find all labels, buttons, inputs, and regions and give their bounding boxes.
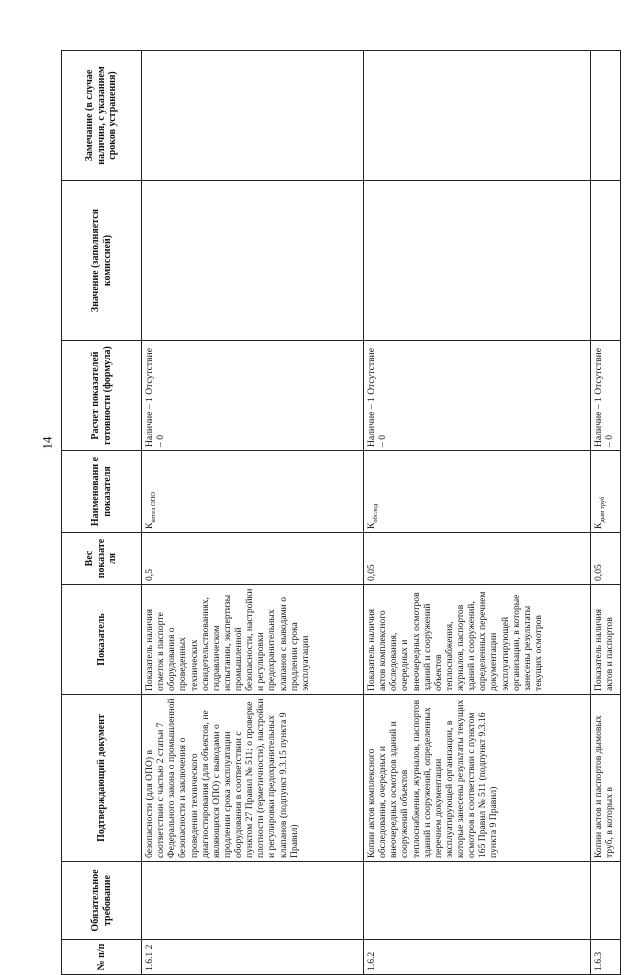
cell-document: безопасности (для ОПО) в соответствии с частью 2 статьи 7 Федерального закона о промышленной безопасности и заключения о проведении технического диагностирования (для объектов, не являющихся ОПО) с выводами о продлении срока эксплуатации оборудования в соответствии с пунктом 27 Правил № 511; о проверке плотности (герметичности), настройки и регулировки предохранительных клапанов (подпункт 9.3.15 пункта 9 Правил) [142,695,364,862]
name-subscript: дым труб [598,496,606,523]
cell-indicator: Показатель наличия отметок в паспорте оборудования о проведенных технических освидетельствованиях, гидравлическом испытании, экспертизы промышленной безопасности, настройки и регулировки предохранительных клапанов с выводами о продлении срока эксплуатации [142,585,364,695]
cell-name [364,451,591,533]
cell-remark [142,51,364,181]
table-row [364,51,591,975]
cell-num: 1.6.3 [591,940,621,975]
cell-remark [591,51,621,181]
requirements-table [61,50,621,975]
header-calc: Расчет показателей готовности (формула) [62,341,142,451]
header-weight: Вес показателя [62,533,142,585]
cell-indicator: Показатель наличия актов и паспортов [591,585,621,695]
name-main: К [366,522,377,529]
cell-weight: 0,5 [142,533,364,585]
cell-num: 1.6.2 [364,940,591,975]
requirements-table-wrapper [61,51,620,975]
header-requirement: Обязательное требование [62,862,142,940]
cell-remark [364,51,591,181]
cell-indicator: Показатель наличия актов комплексного обследования, очередных и внеочередных осмотров зданий и сооружений объектов теплоснабжения, журналов, паспортов зданий и сооружений, определенных перечнем документации эксплуатирующей организации, в которые занесены результаты текущих осмотров [364,585,591,695]
cell-requirement [142,862,364,940]
name-main: К [144,522,155,529]
cell-calc: Наличие – 1 Отсутствие – 0 [142,341,364,451]
cell-num: 1.6.1 2 [142,940,364,975]
cell-value [591,181,621,341]
cell-requirement [364,862,591,940]
cell-requirement [591,862,621,940]
cell-weight: 0,05 [591,533,621,585]
header-num: № п/п [62,940,142,975]
cell-name [142,451,364,533]
page-number: 14 [39,436,55,450]
cell-calc: Наличие – 1 Отсутствие – 0 [591,341,621,451]
name-subscript: обслед [371,503,379,523]
cell-name [591,451,621,533]
cell-document: Копии актов и паспортов дымовых труб, в которых в [591,695,621,862]
header-name: Наименовани е показателя [62,451,142,533]
header-indicator: Показатель [62,585,142,695]
cell-calc: Наличие – 1 Отсутствие – 0 [364,341,591,451]
name-subscript: котел ОПО [149,491,157,523]
header-value: Значение (заполняется комиссией) [62,181,142,341]
header-document: Подтверждающий документ [62,695,142,862]
cell-value [142,181,364,341]
cell-weight: 0,05 [364,533,591,585]
table-row [142,51,364,975]
name-main: К [593,522,604,529]
header-row [62,51,142,975]
header-remark: Замечание (в случае наличия, с указанием сроков устранения) [62,51,142,181]
cell-value [364,181,591,341]
cell-document: Копии актов комплексного обследования, очередных и внеочередных осмотров зданий и сооружений объектов теплоснабжения, журналов, паспортов зданий и сооружений, определенных перечнем документации эксплуатирующей организации, в которые занесены результаты текущих осмотров в соответствии с пунктом 165 Правил № 511 (подпункт 9.3.16 пункта 9 Правил) [364,695,591,862]
table-row [591,51,621,975]
